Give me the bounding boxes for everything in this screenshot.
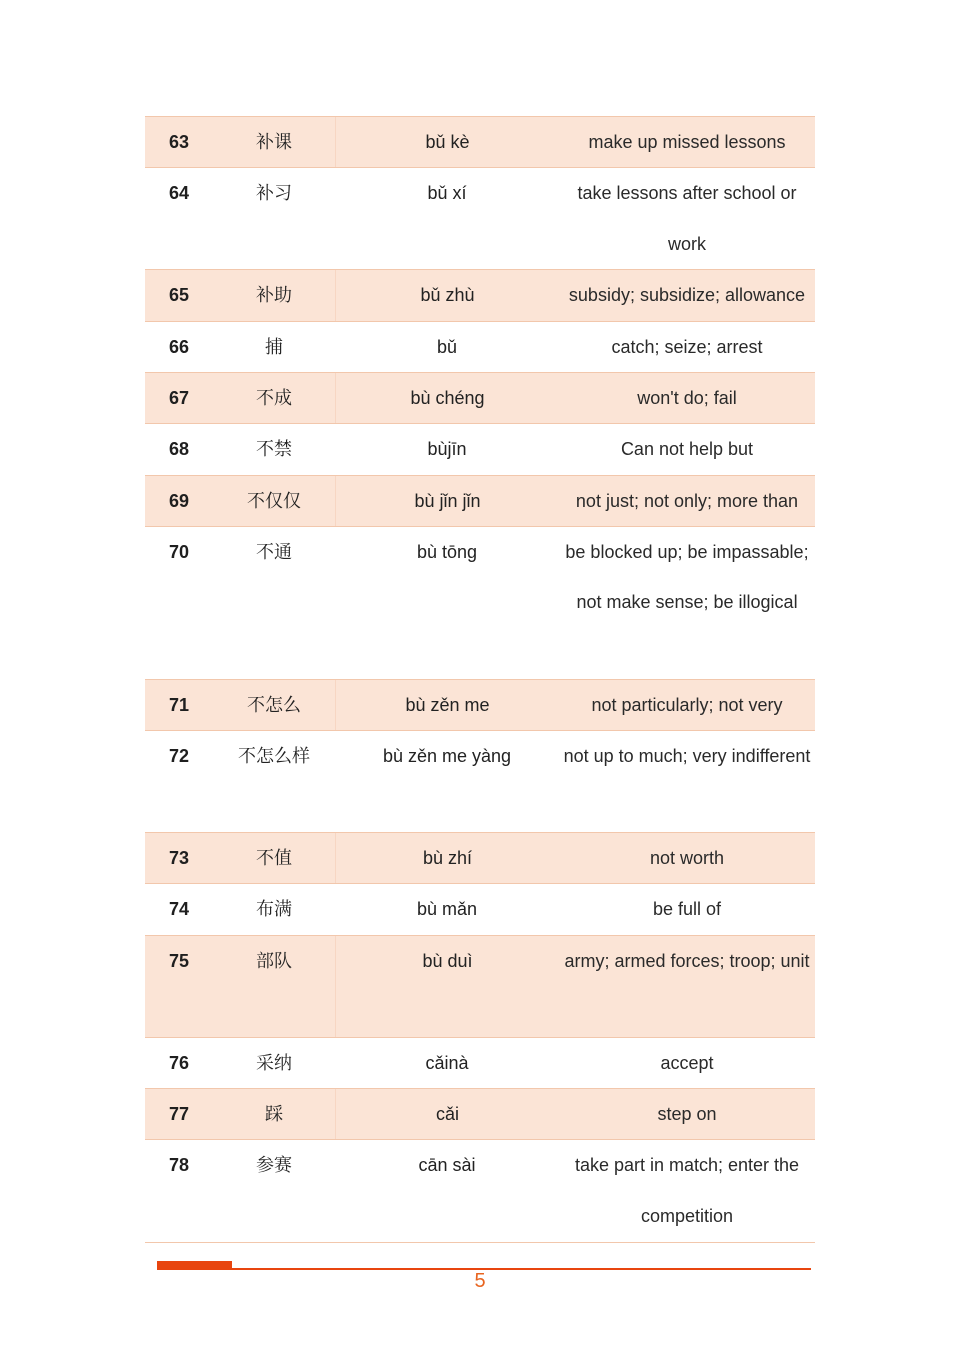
pinyin: bǔ kè — [335, 117, 559, 167]
pinyin: bù zhí — [335, 833, 559, 883]
entry-number: 67 — [169, 387, 190, 408]
entry-number: 76 — [169, 1052, 190, 1073]
table-row — [145, 1140, 815, 1242]
pinyin: bù mǎn — [416, 899, 478, 920]
pinyin: bù chéng — [335, 373, 559, 423]
pinyin: bù zěn me — [335, 680, 559, 730]
english-definition: Can not help but — [620, 439, 754, 460]
pinyin: cǎi — [335, 1089, 559, 1139]
english-definition: army; armed forces; troop; unit — [564, 950, 810, 971]
table-row — [145, 833, 815, 884]
pinyin: bù duì — [335, 936, 559, 1037]
chinese-word: 不通 — [256, 541, 292, 562]
pinyin: bùjīn — [427, 439, 467, 460]
table-row — [145, 168, 815, 270]
chinese-word: 补课 — [256, 132, 292, 152]
table-row — [145, 936, 815, 1038]
table-row — [145, 322, 815, 373]
table-row — [145, 731, 815, 833]
table-row — [145, 884, 815, 935]
chinese-word: 布满 — [256, 899, 292, 920]
pinyin: bǔ xí — [427, 183, 467, 204]
english-definition: not just; not only; more than — [575, 490, 799, 511]
table-row — [145, 117, 815, 168]
vocabulary-table — [145, 116, 815, 1243]
pinyin: bǔ zhù — [335, 270, 559, 320]
chinese-word: 补助 — [256, 285, 292, 306]
table-row — [145, 1038, 815, 1089]
entry-number: 63 — [169, 132, 190, 152]
english-definition: make up missed lessons — [588, 132, 786, 152]
english-definition: catch; seize; arrest — [611, 336, 763, 357]
pinyin: bù zěn me yàng — [382, 746, 512, 767]
english-definition: won't do; fail — [637, 387, 737, 408]
table-row — [145, 680, 815, 731]
pinyin: bǔ — [436, 336, 458, 357]
english-definition: subsidy; subsidize; allowance — [568, 285, 806, 306]
table-row — [145, 1089, 815, 1140]
entry-number: 72 — [169, 746, 190, 767]
english-definition: be blocked up; be impassable; not make sense; be illogical — [565, 541, 809, 613]
chinese-word: 部队 — [256, 950, 292, 971]
english-definition: not up to much; very indifferent — [563, 746, 811, 767]
english-definition: not worth — [649, 848, 725, 869]
entry-number: 75 — [169, 950, 190, 971]
entry-number: 74 — [169, 899, 190, 920]
english-definition: accept — [660, 1052, 714, 1073]
entry-number: 70 — [169, 541, 190, 562]
pinyin: bù jǐn jǐn — [335, 476, 559, 526]
english-definition: step on — [657, 1104, 717, 1125]
entry-number: 65 — [169, 285, 190, 306]
english-definition: take part in match; enter the competition — [574, 1155, 800, 1226]
table-row — [145, 527, 815, 680]
pinyin: bù tōng — [416, 541, 478, 562]
chinese-word: 不成 — [256, 387, 292, 408]
english-definition: not particularly; not very — [591, 694, 783, 715]
english-definition: take lessons after school or work — [577, 183, 797, 254]
chinese-word: 参赛 — [256, 1155, 292, 1176]
chinese-word: 不怎么 — [247, 694, 301, 715]
chinese-word: 采纳 — [256, 1052, 292, 1073]
page-number: 5 — [474, 1270, 486, 1292]
entry-number: 73 — [169, 848, 190, 869]
pinyin: cǎinà — [425, 1052, 469, 1073]
chinese-word: 不怎么样 — [238, 746, 310, 767]
entry-number: 68 — [169, 439, 190, 460]
english-definition: be full of — [652, 899, 722, 920]
table-row — [145, 270, 815, 321]
chinese-word: 补习 — [256, 183, 292, 204]
entry-number: 77 — [169, 1104, 190, 1125]
chinese-word: 不仅仅 — [247, 490, 301, 511]
chinese-word: 捕 — [265, 336, 283, 357]
chinese-word: 不值 — [256, 848, 292, 869]
entry-number: 71 — [169, 694, 190, 715]
entry-number: 69 — [169, 490, 190, 511]
table-row — [145, 373, 815, 424]
table-row — [145, 476, 815, 527]
entry-number: 78 — [169, 1155, 190, 1176]
chinese-word: 不禁 — [256, 439, 292, 460]
entry-number: 64 — [169, 183, 190, 204]
chinese-word: 踩 — [265, 1104, 283, 1125]
table-row — [145, 424, 815, 475]
entry-number: 66 — [169, 336, 190, 357]
pinyin: cān sài — [418, 1155, 476, 1176]
